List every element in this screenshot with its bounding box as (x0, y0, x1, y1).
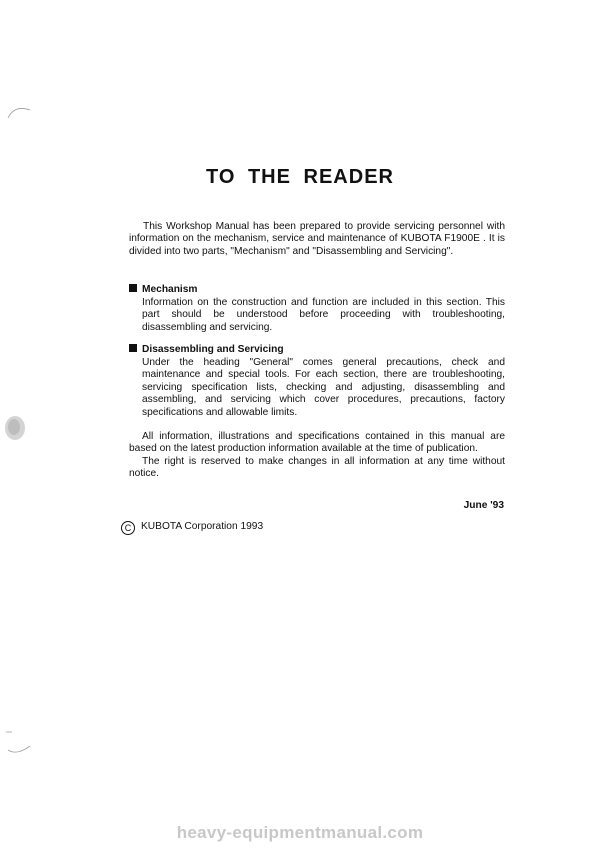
watermark: heavy-equipmentmanual.com (176, 823, 424, 842)
scan-speck-bottom (4, 728, 34, 758)
copyright-text: KUBOTA Corporation 1993 (141, 521, 264, 532)
intro-paragraph: This Workshop Manual has been prepared to provide servicing personnel with information on the mechanism, service and maintenance of KUBOTA F1900E . It is divided into two parts, "Mechanism" and "Disassembling and Servicing". (129, 221, 505, 257)
section-heading-label: Disassembling and Servicing (142, 344, 284, 355)
section-body-disassembling: Under the heading "General" comes general precautions, check and maintenance and special tools. For each section, there are troubleshooting, servicing specification lists, checking and adjusting, disassembling and assembling, and servicing which cover procedures, precautions, factory specifications and allowable limits. (142, 357, 505, 418)
closing-paragraph: All information, illustrations and specifications contained in this manual are based on the latest production information available at the time of publication. (129, 431, 505, 455)
section-body-mechanism: Information on the construction and function are included in this section. This part should be understood before proceeding with troubleshooting, disassembling and servicing. (142, 297, 505, 333)
closing-paragraph: The right is reserved to make changes in all information at any time without notice. (129, 455, 505, 480)
scan-speck-top (6, 104, 32, 120)
bullet-square-icon (129, 284, 137, 292)
page-title: TO THE READER (206, 166, 394, 188)
copyright-icon: C (121, 521, 135, 535)
section-heading-mechanism (129, 284, 197, 296)
publication-date: June '93 (463, 500, 504, 511)
scan-smudge-middle (3, 414, 27, 442)
section-heading-label: Mechanism (142, 284, 198, 295)
bullet-square-icon (129, 344, 137, 352)
copyright-line (121, 521, 263, 535)
closing-paragraphs (129, 431, 505, 481)
section-heading-disassembling (129, 344, 284, 356)
